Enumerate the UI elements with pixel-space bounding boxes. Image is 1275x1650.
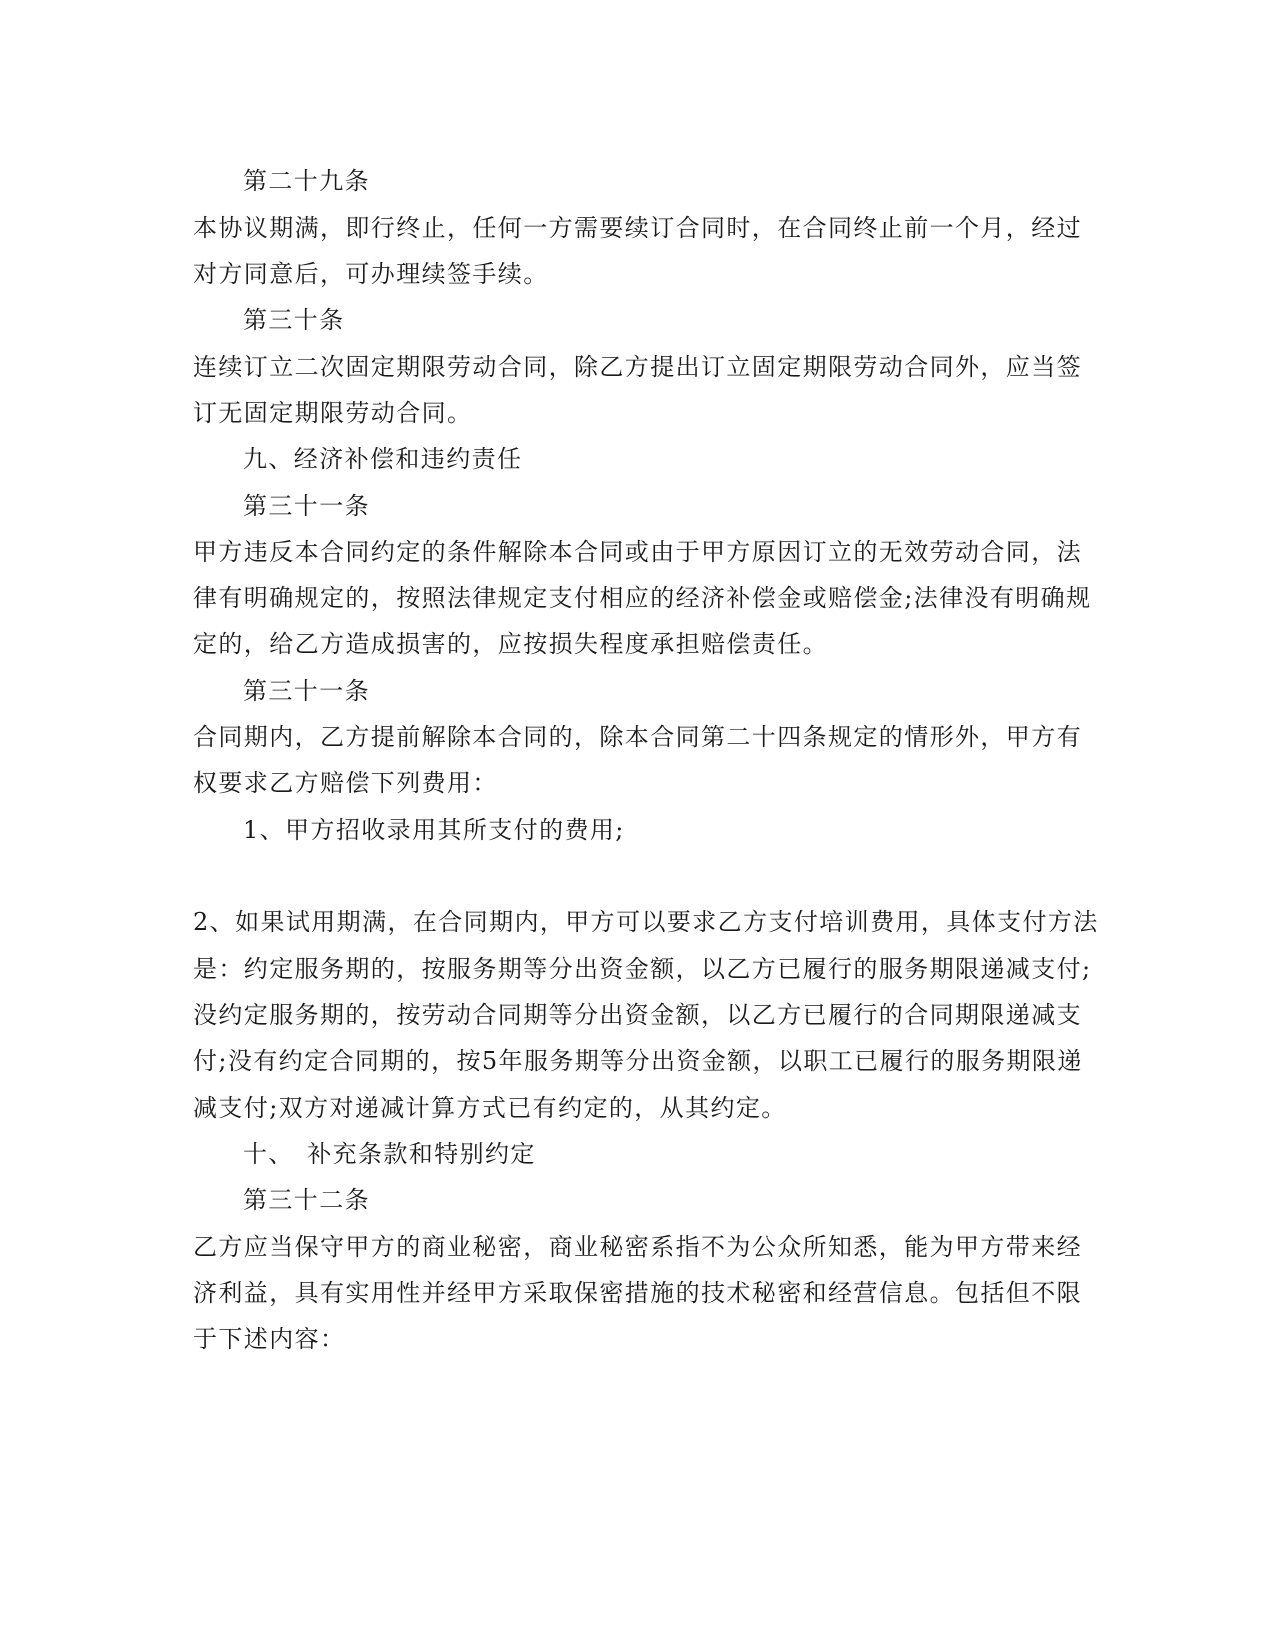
paragraph-line: 连续订立二次固定期限劳动合同，除乙方提出订立固定期限劳动合同外，应当签 <box>193 353 1082 381</box>
paragraph-line: 付;没有约定合同期的，按5年服务期等分出资金额，以职工已履行的服务期限递 <box>193 1047 1083 1075</box>
article-heading: 第三十二条 <box>243 1186 370 1214</box>
article-heading: 第三十一条 <box>243 492 370 520</box>
paragraph-line: 订无固定期限劳动合同。 <box>193 399 473 427</box>
paragraph-line: 本协议期满，即行终止，任何一方需要续订合同时，在合同终止前一个月，经过 <box>193 214 1082 242</box>
paragraph-line: 权要求乙方赔偿下列费用： <box>193 769 498 797</box>
paragraph-line: 对方同意后，可办理续签手续。 <box>193 260 549 288</box>
paragraph-line: 减支付;双方对递减计算方式已有约定的，从其约定。 <box>193 1094 787 1122</box>
paragraph-line: 是：约定服务期的，按服务期等分出资金额，以乙方已履行的服务期限递减支付; <box>193 955 1092 983</box>
paragraph-line: 没约定服务期的，按劳动合同期等分出资金额，以乙方已履行的合同期限递减支 <box>193 1001 1082 1029</box>
paragraph-line: 济利益，具有实用性并经甲方采取保密措施的技术秘密和经营信息。包括但不限 <box>193 1279 1082 1307</box>
article-heading: 第三十条 <box>243 306 345 334</box>
section-heading: 十、 补充条款和特别约定 <box>243 1140 536 1168</box>
paragraph-line: 律有明确规定的，按照法律规定支付相应的经济补偿金或赔偿金;法律没有明确规 <box>193 584 1092 612</box>
article-heading: 第三十一条 <box>243 677 370 705</box>
paragraph-line: 乙方应当保守甲方的商业秘密，商业秘密系指不为公众所知悉，能为甲方带来经 <box>193 1233 1082 1261</box>
paragraph-line: 甲方违反本合同约定的条件解除本合同或由于甲方原因订立的无效劳动合同，法 <box>193 538 1082 566</box>
paragraph-line: 定的，给乙方造成损害的，应按损失程度承担赔偿责任。 <box>193 630 828 658</box>
paragraph-line: 于下述内容： <box>193 1325 346 1353</box>
list-item: 2、如果试用期满，在合同期内，甲方可以要求乙方支付培训费用，具体支付方法 <box>193 908 1099 936</box>
section-heading: 九、经济补偿和违约责任 <box>243 445 523 473</box>
paragraph-line: 合同期内，乙方提前解除本合同的，除本合同第二十四条规定的情形外，甲方有 <box>193 723 1082 751</box>
list-item: 1、甲方招收录用其所支付的费用; <box>243 816 625 844</box>
article-heading: 第二十九条 <box>243 167 370 195</box>
